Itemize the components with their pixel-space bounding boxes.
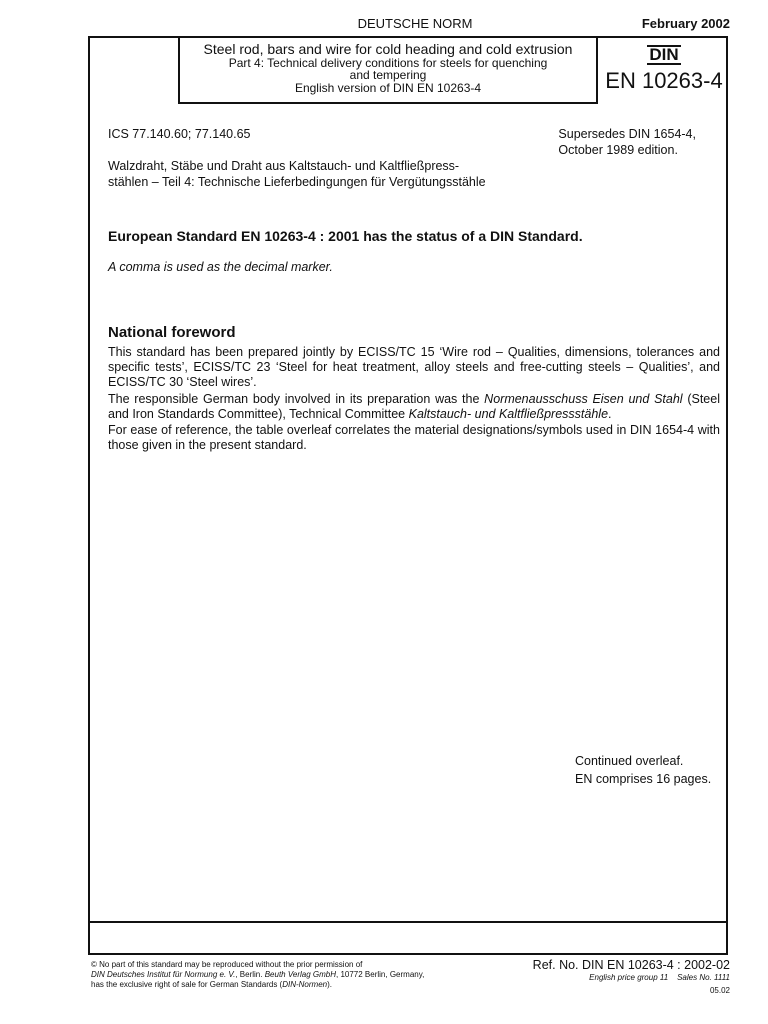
page-count-note: EN comprises 16 pages. xyxy=(575,772,712,786)
foreword-p2-technical-committee: Kaltstauch- und Kaltfließpressstähle xyxy=(408,407,609,421)
header-title-cell xyxy=(180,38,598,104)
foreword-p2-committee-name: Normenausschuss Eisen und Stahl xyxy=(484,392,683,406)
copyright-line-1: © No part of this standard may be reproduced without the prior permission of xyxy=(91,960,363,969)
header-number-cell xyxy=(598,38,730,104)
document-part-line-1: Part 4: Technical delivery conditions for steels for quenching xyxy=(228,56,548,70)
foreword-p2-text-a: The responsible German body involved in its preparation was the xyxy=(108,392,485,406)
footer-divider xyxy=(90,921,726,923)
edition-code: 05.02 xyxy=(709,986,730,995)
norm-type-label: DEUTSCHE NORM xyxy=(357,16,473,31)
supersedes-line-2: October 1989 edition. xyxy=(558,143,678,157)
continued-overleaf: Continued overleaf. xyxy=(575,754,684,768)
sales-number: Sales No. 1111 xyxy=(677,973,730,982)
copyright-line-3-a: has the exclusive right of sale for German Standards ( xyxy=(91,980,283,989)
foreword-paragraph-3: For ease of reference, the table overleaf correlates the material designations/symbols used in DIN 1654-4 with those given in the present standard. xyxy=(108,423,720,452)
supersedes-note xyxy=(558,126,696,158)
copyright-notice xyxy=(91,960,471,990)
header-left-cell xyxy=(90,38,180,104)
standard-number: EN 10263-4 xyxy=(605,68,723,93)
document-frame xyxy=(88,36,728,955)
foreword-paragraph-2 xyxy=(108,392,720,422)
copyright-line-3 xyxy=(91,980,471,990)
copyright-line-3-c: ). xyxy=(327,980,332,989)
document-title: Steel rod, bars and wire for cold heading and cold extrusion xyxy=(203,41,573,57)
ics-codes: ICS 77.140.60; 77.140.65 xyxy=(108,127,251,141)
supersedes-line-1: Supersedes DIN 1654-4, xyxy=(558,127,696,141)
decimal-marker-note: A comma is used as the decimal marker. xyxy=(108,260,333,274)
foreword-p2-text-c: (Steel and Iron Standards Committee), Technical Committee xyxy=(108,392,720,421)
foreword-paragraph-1: This standard has been prepared jointly by ECISS/TC 15 ‘Wire rod – Qualities, dimensions, tolerances and specific tests’, ECISS/TC 23 ‘Steel for heat treatment, alloy steels and free-cutting steels – Qualities’, and ECISS/TC 30 ‘Steel wires’. xyxy=(108,345,720,389)
copyright-din-normen: DIN-Normen xyxy=(282,980,328,989)
continuation-note xyxy=(575,752,711,788)
german-title xyxy=(108,158,528,190)
foreword-p2-text-e: . xyxy=(608,407,612,421)
reference-number: Ref. No. DIN EN 10263-4 : 2002-02 xyxy=(532,958,730,972)
english-version-note: English version of DIN EN 10263-4 xyxy=(294,81,482,95)
german-title-line-1: Walzdraht, Stäbe und Draht aus Kaltstauch- und Kaltfließpress- xyxy=(108,159,460,173)
status-statement: European Standard EN 10263-4 : 2001 has the status of a DIN Standard. xyxy=(108,228,583,244)
price-info xyxy=(589,973,730,982)
copyright-din-name: DIN Deutsches Institut für Normung e. V. xyxy=(91,970,236,979)
german-title-line-2: stählen – Teil 4: Technische Lieferbedingungen für Vergütungsstähle xyxy=(108,175,486,189)
price-group: English price group 11 xyxy=(589,973,669,982)
din-logo: DIN xyxy=(649,45,679,64)
copyright-line-2-b: , Berlin. xyxy=(235,970,265,979)
publication-date: February 2002 xyxy=(641,16,730,31)
foreword-heading: National foreword xyxy=(108,324,236,341)
copyright-line-2-d: , 10772 Berlin, Germany, xyxy=(336,970,425,979)
copyright-line-2 xyxy=(91,970,471,980)
document-part-line-2: and tempering xyxy=(349,68,427,82)
copyright-beuth-name: Beuth Verlag GmbH xyxy=(264,970,336,979)
